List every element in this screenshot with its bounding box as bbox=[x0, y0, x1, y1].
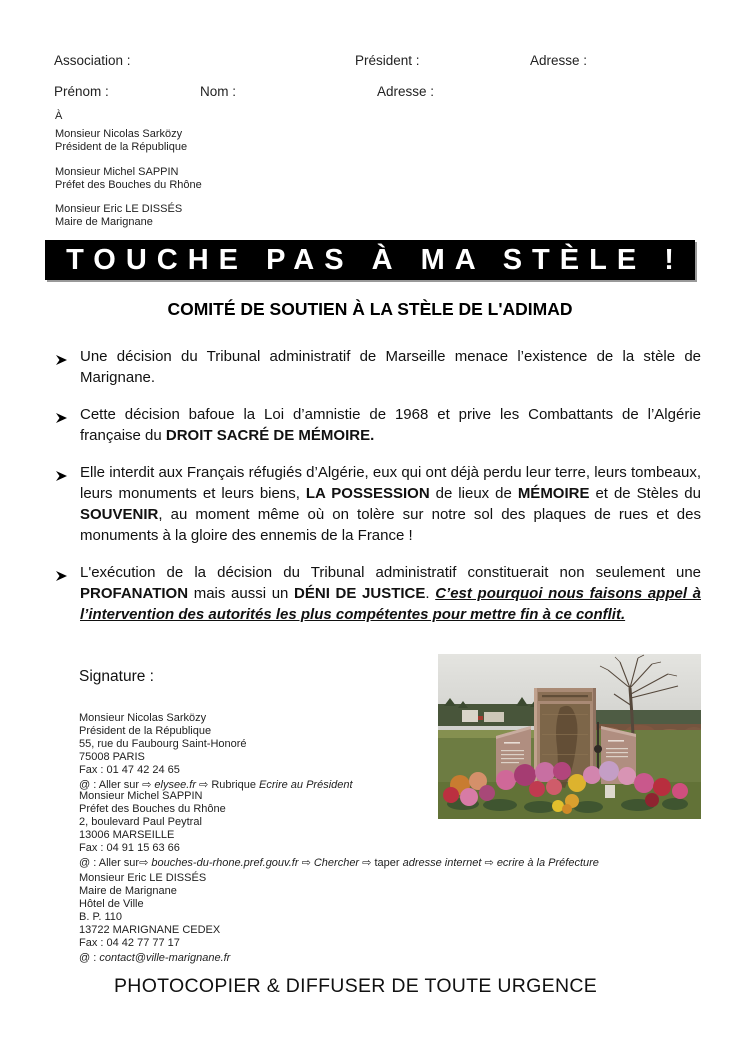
bullet-item-1 bbox=[55, 346, 701, 388]
president-field-label: Président : bbox=[355, 53, 420, 68]
bullet-text: L'exécution de la décision du Tribunal administratif constituerait non seulement une bbox=[80, 564, 701, 581]
recipient-sappin bbox=[55, 166, 202, 192]
recipient-name: Monsieur Eric LE DISSÉS bbox=[55, 203, 183, 215]
bullet-list bbox=[55, 346, 701, 641]
contact-line: Hôtel de Ville bbox=[79, 898, 144, 910]
banner-title-text: TOUCHE PAS À MA STÈLE ! bbox=[66, 243, 684, 276]
contact-line: Monsieur Michel SAPPIN bbox=[79, 790, 203, 802]
bullet-item-4 bbox=[55, 562, 701, 625]
nom-field-label: Nom : bbox=[200, 84, 237, 99]
contact-line: Président de la République bbox=[79, 725, 212, 737]
arrowhead-bullet-icon bbox=[55, 351, 68, 372]
bullet-text-bold: DÉNI DE JUSTICE bbox=[294, 585, 426, 602]
bullet-text-bold: PROFANATION bbox=[80, 585, 189, 602]
contact-line: B. P. 110 bbox=[79, 911, 123, 923]
email-site: bouches-du-rhone.pref.gouv.fr bbox=[151, 857, 299, 869]
arrowhead-bullet-icon bbox=[55, 409, 68, 430]
contact-line: Préfet des Bouches du Rhône bbox=[79, 803, 226, 815]
email-text: ⇨ bbox=[298, 857, 314, 869]
contact-line: Monsieur Nicolas Sarközy bbox=[79, 712, 207, 724]
arrowhead-bullet-icon bbox=[55, 467, 68, 488]
email-step: ecrire à la Préfecture bbox=[496, 857, 599, 869]
to-label: À bbox=[55, 110, 63, 122]
email-step: adresse internet bbox=[402, 857, 482, 869]
bullet-text: , au moment même où on tolère sur notre sol des plaques de rues et des monuments à la gloire des ennemis de la France ! bbox=[80, 506, 701, 544]
bullet-text-bold: LA POSSESSION bbox=[305, 485, 430, 502]
recipient-sarkozy bbox=[55, 128, 187, 154]
bullet-item-2 bbox=[55, 404, 701, 446]
email-site: elysee.fr bbox=[154, 779, 196, 791]
email-text: ⇨ bbox=[481, 857, 497, 869]
recipient-name: Monsieur Nicolas Sarközy bbox=[55, 128, 183, 140]
contact-email-line bbox=[79, 952, 230, 965]
contact-line: Monsieur Eric LE DISSÉS bbox=[79, 872, 207, 884]
recipient-title: Maire de Marignane bbox=[55, 216, 153, 228]
bullet-text: Elle interdit aux Français réfugiés d’Algérie, eux qui ont déjà perdu leur terre, leurs tombeaux, leurs monuments et leurs biens, bbox=[80, 464, 701, 502]
adresse-field-label-1: Adresse : bbox=[530, 53, 588, 68]
bullet-text: de lieux de bbox=[429, 485, 518, 502]
contact-fax-line: Fax : 04 91 15 63 66 bbox=[79, 842, 180, 854]
contact-block-sarkozy bbox=[79, 712, 353, 792]
adresse-field-label-2: Adresse : bbox=[377, 84, 435, 99]
bullet-text: . bbox=[425, 585, 436, 602]
bullet-text-bold: DROIT SACRÉ DE MÉMOIRE. bbox=[165, 427, 375, 444]
committee-headline: COMITÉ DE SOUTIEN À LA STÈLE DE L'ADIMAD bbox=[167, 299, 573, 319]
email-text: ⇨ Rubrique bbox=[195, 779, 260, 791]
bullet-item-3 bbox=[55, 462, 701, 546]
contact-line: 2, boulevard Paul Peytral bbox=[79, 816, 202, 828]
email-step: Chercher bbox=[313, 857, 360, 869]
bullet-text: Une décision du Tribunal administratif de Marseille menace l’existence de la stèle de Marignane. bbox=[80, 348, 701, 386]
contact-line: 55, rue du Faubourg Saint-Honoré bbox=[79, 738, 247, 750]
email-text: @ : bbox=[79, 952, 100, 964]
contact-fax-line: Fax : 01 47 42 24 65 bbox=[79, 764, 180, 776]
recipient-title: Préfet des Bouches du Rhône bbox=[55, 179, 202, 191]
arrowhead-bullet-icon bbox=[55, 567, 68, 588]
contact-line: 13722 MARIGNANE CEDEX bbox=[79, 924, 221, 936]
contact-block-le-disses bbox=[79, 872, 230, 965]
signature-label: Signature : bbox=[79, 668, 154, 685]
prenom-field-label: Prénom : bbox=[54, 84, 109, 99]
email-rubrique: Ecrire au Président bbox=[259, 779, 353, 791]
contact-line: 75008 PARIS bbox=[79, 751, 145, 763]
email-address: contact@ville-marignane.fr bbox=[99, 952, 231, 964]
email-text: @ : Aller sur ⇨ bbox=[79, 779, 155, 791]
bullet-text: et de Stèles du bbox=[589, 485, 701, 502]
bullet-text-bold: MÉMOIRE bbox=[517, 485, 590, 502]
association-field-label: Association : bbox=[54, 53, 131, 68]
recipient-le-disses bbox=[55, 203, 182, 229]
bullet-text-emphasis: C’est pourquoi nous faisons appel à l’intervention des autorités les plus compétentes pour mettre fin à ce conflit. bbox=[80, 585, 701, 623]
email-text: ⇨ taper bbox=[359, 857, 403, 869]
contact-block-sappin bbox=[79, 790, 599, 870]
contact-line: 13006 MARSEILLE bbox=[79, 829, 175, 841]
contact-line: Maire de Marignane bbox=[79, 885, 177, 897]
bullet-text: mais aussi un bbox=[188, 585, 295, 602]
email-text: @ : Aller sur⇨ bbox=[79, 857, 152, 869]
recipient-name: Monsieur Michel SAPPIN bbox=[55, 166, 179, 178]
banner-title bbox=[45, 240, 695, 280]
bullet-text-bold: SOUVENIR bbox=[80, 506, 159, 523]
contact-email-line bbox=[79, 857, 599, 870]
footer-call-to-action: PHOTOCOPIER & DIFFUSER DE TOUTE URGENCE bbox=[114, 975, 598, 997]
bullet-text: Cette décision bafoue la Loi d’amnistie de 1968 et prive les Combattants de l’Algérie française du bbox=[80, 406, 701, 444]
contact-fax-line: Fax : 04 42 77 77 17 bbox=[79, 937, 180, 949]
recipient-title: Président de la République bbox=[55, 141, 188, 153]
